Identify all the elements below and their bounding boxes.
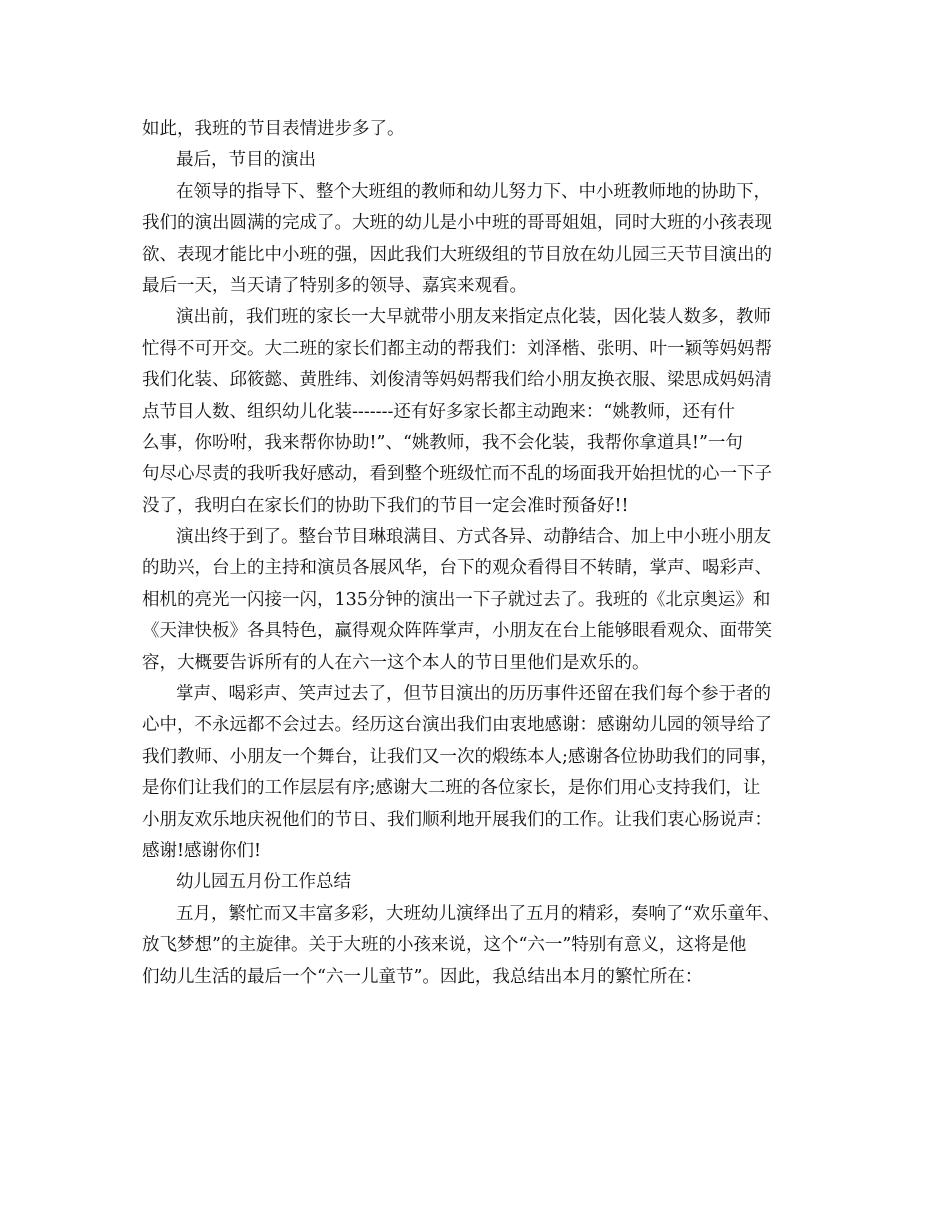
text-line: 相机的亮光一闪接一闪，135分钟的演出一下子就过去了。我班的《北京奥运》和 bbox=[142, 589, 771, 610]
text-line: 点节目人数、组织幼儿化装-------还有好多家长都主动跑来：“姚教师，还有什 bbox=[142, 401, 735, 422]
text-line: 们幼儿生活的最后一个“六一儿童节”。因此，我总结出本月的繁忙所在： bbox=[142, 966, 703, 987]
text-line: 欲、表现才能比中小班的强，因此我们大班级组的节目放在幼儿园三天节目演出的 bbox=[142, 244, 772, 265]
text-line: 我们的演出圆满的完成了。大班的幼儿是小中班的哥哥姐姐，同时大班的小孩表现 bbox=[142, 213, 772, 234]
text-line: 如此，我班的节目表情进步多了。 bbox=[142, 119, 405, 139]
text-line: 句尽心尽责的我听我好感动，看到整个班级忙而不乱的场面我开始担忧的心一下子 bbox=[142, 464, 772, 485]
text-line: 么事，你吩咐，我来帮你协助!”、“姚教师，我不会化装，我帮你拿道具!”一句 bbox=[142, 432, 743, 453]
text-line: 小朋友欢乐地庆祝他们的节日、我们顺利地开展我们的工作。让我们衷心肠说声： bbox=[142, 809, 772, 830]
paragraph-first-line: 五月，繁忙而又丰富多彩，大班幼儿演绎出了五月的精彩，奏响了“欢乐童年、 bbox=[176, 903, 780, 924]
text-line: 的助兴，台上的主持和演员各展风华，台下的观众看得目不转睛，掌声、喝彩声、 bbox=[142, 558, 772, 579]
paragraph-first-line: 最后，节目的演出 bbox=[176, 150, 316, 171]
text-line: 心中，不永远都不会过去。经历这台演出我们由衷地感谢：感谢幼儿园的领导给了 bbox=[142, 715, 772, 736]
text-line: 感谢!感谢你们! bbox=[142, 840, 262, 861]
text-line: 没了，我明白在家长们的协助下我们的节目一定会准时预备好!! bbox=[142, 495, 629, 516]
text-line: 我们教师、小朋友一个舞台，让我们又一次的煅练本人;感谢各位协助我们的同事， bbox=[142, 746, 778, 767]
text-line: 是你们让我们的工作层层有序;感谢大二班的各位家长，是你们用心支持我们，让 bbox=[142, 778, 761, 799]
text-line: 《天津快板》各具特色，赢得观众阵阵掌声，小朋友在台上能够眼看观众、面带笑 bbox=[142, 621, 772, 642]
paragraph-first-line: 掌声、喝彩声、笑声过去了，但节目演出的历历事件还留在我们每个参于者的 bbox=[176, 684, 771, 705]
text-line: 放飞梦想”的主旋律。关于大班的小孩来说，这个“六一”特别有意义，这将是他 bbox=[142, 935, 747, 956]
text-line: 我们化装、邱筱懿、黄胜纬、刘俊清等妈妈帮我们给小朋友换衣服、梁思成妈妈清 bbox=[142, 370, 772, 391]
paragraph-first-line: 幼儿园五月份工作总结 bbox=[176, 872, 351, 893]
paragraph-first-line: 在领导的指导下、整个大班组的教师和幼儿努力下、中小班教师地的协助下， bbox=[176, 181, 771, 202]
text-line: 忙得不可开交。大二班的家长们都主动的帮我们：刘泽楷、张明、叶一颖等妈妈帮 bbox=[142, 338, 772, 359]
paragraph-first-line: 演出前，我们班的家长一大早就带小朋友来指定点化装，因化装人数多，教师 bbox=[176, 307, 771, 328]
paragraph-first-line: 演出终于到了。整台节目琳琅满目、方式各异、动静结合、加上中小班小朋友 bbox=[176, 527, 771, 548]
text-line: 容，大概要告诉所有的人在六一这个本人的节日里他们是欢乐的。 bbox=[142, 652, 650, 673]
document-body bbox=[142, 114, 832, 993]
text-line: 最后一天，当天请了特别多的领导、嘉宾来观看。 bbox=[142, 275, 527, 296]
